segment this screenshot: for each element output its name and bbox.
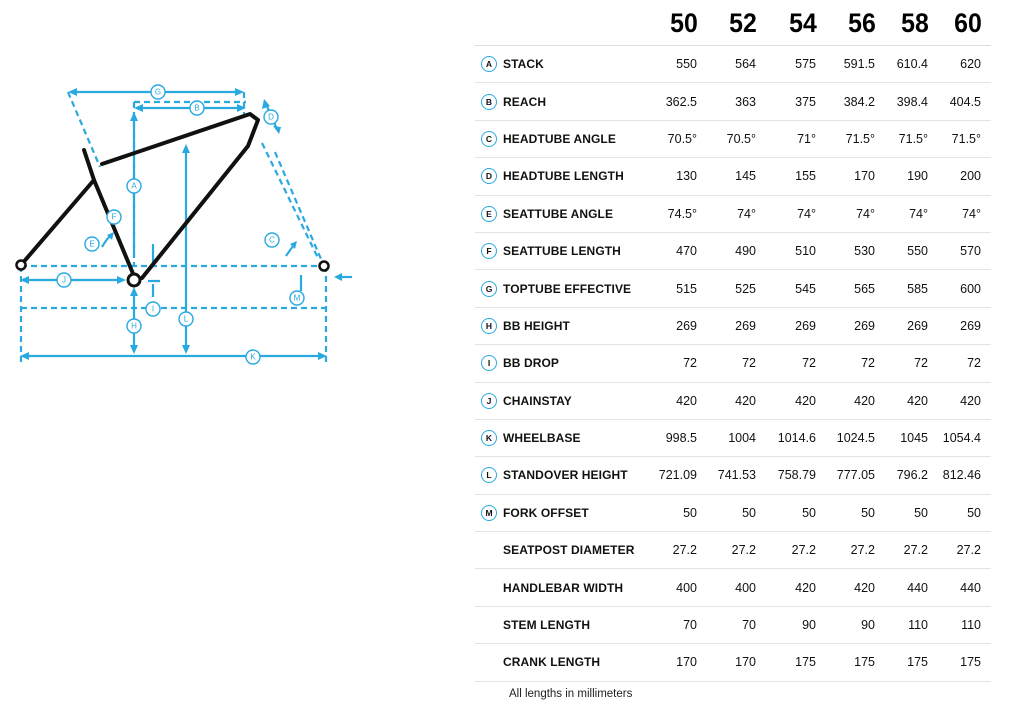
measurement-value: 550 (643, 46, 707, 83)
dimension-guides (21, 92, 326, 362)
measurement-value: 525 (707, 270, 766, 307)
table-row (475, 382, 991, 419)
measurement-label: HEADTUBE LENGTH (503, 158, 643, 195)
measurement-value: 90 (766, 606, 826, 643)
measurement-value: 110 (938, 606, 991, 643)
measurement-label: STEM LENGTH (503, 606, 643, 643)
callout-g (151, 85, 165, 99)
callout-a (127, 179, 141, 193)
measurement-value: 812.46 (938, 457, 991, 494)
table-row (475, 307, 991, 344)
table-row (475, 158, 991, 195)
svg-text:B: B (194, 103, 200, 113)
callout-i (146, 302, 160, 316)
size-header: 58 (889, 0, 938, 46)
svg-text:L: L (183, 314, 189, 324)
measurement-badge: E (481, 206, 497, 222)
measurement-value: 1014.6 (766, 419, 826, 456)
svg-text:C: C (269, 235, 275, 245)
measurement-value: 145 (707, 158, 766, 195)
measurement-value: 269 (707, 307, 766, 344)
geometry-table (475, 0, 991, 682)
badge-cell (475, 494, 503, 531)
measurement-value: 1024.5 (826, 419, 885, 456)
svg-text:E: E (89, 239, 95, 249)
measurement-label: SEATPOST DIAMETER (503, 532, 643, 569)
badge-cell (475, 569, 503, 606)
table-row (475, 232, 991, 269)
measurement-value: 384.2 (826, 83, 885, 120)
measurement-value: 420 (885, 382, 938, 419)
measurement-value: 74° (938, 195, 991, 232)
measurement-value: 155 (766, 158, 826, 195)
measurement-value: 74.5° (643, 195, 707, 232)
measurement-label: BB HEIGHT (503, 307, 643, 344)
measurement-value: 27.2 (643, 532, 707, 569)
measurement-value: 72 (766, 345, 826, 382)
svg-text:A: A (131, 181, 137, 191)
measurement-value: 71.5° (938, 120, 991, 157)
measurement-value: 777.05 (826, 457, 885, 494)
measurement-value: 50 (826, 494, 885, 531)
measurement-value: 71.5° (826, 120, 885, 157)
bottom-bracket (128, 274, 140, 286)
measurement-value: 70.5° (643, 120, 707, 157)
callout-e (85, 237, 99, 251)
geometry-table-body (475, 46, 991, 682)
header-badge-spacer (477, 0, 503, 46)
size-header: 60 (942, 0, 991, 46)
measurement-value: 110 (885, 606, 938, 643)
measurement-value: 362.5 (643, 83, 707, 120)
measurement-value: 363 (707, 83, 766, 120)
badge-cell (475, 532, 503, 569)
svg-text:K: K (250, 352, 256, 362)
measurement-value: 600 (938, 270, 991, 307)
measurement-badge: I (481, 355, 497, 371)
measurement-value: 420 (766, 382, 826, 419)
measurement-label: BB DROP (503, 345, 643, 382)
measurement-value: 170 (826, 158, 885, 195)
measurement-value: 70 (707, 606, 766, 643)
table-row (475, 494, 991, 531)
measurement-value: 72 (885, 345, 938, 382)
measurement-value: 27.2 (938, 532, 991, 569)
measurement-value: 70 (643, 606, 707, 643)
measurement-value: 72 (643, 345, 707, 382)
measurement-value: 420 (766, 569, 826, 606)
measurement-value: 70.5° (707, 120, 766, 157)
measurement-badge: M (481, 505, 497, 521)
table-row (475, 457, 991, 494)
callout-c (265, 233, 279, 247)
measurement-value: 570 (938, 232, 991, 269)
measurement-value: 72 (707, 345, 766, 382)
measurement-value: 90 (826, 606, 885, 643)
badge-cell (475, 606, 503, 643)
measurement-value: 269 (643, 307, 707, 344)
table-row (475, 569, 991, 606)
measurement-value: 1045 (885, 419, 938, 456)
measurement-value: 510 (766, 232, 826, 269)
measurement-value: 175 (826, 644, 885, 681)
measurement-value: 375 (766, 83, 826, 120)
measurement-value: 27.2 (766, 532, 826, 569)
measurement-value: 170 (707, 644, 766, 681)
measurement-label: FORK OFFSET (503, 494, 643, 531)
measurement-value: 27.2 (885, 532, 938, 569)
svg-text:D: D (268, 112, 274, 122)
measurement-badge: J (481, 393, 497, 409)
measurement-value: 420 (826, 569, 885, 606)
callout-f (107, 210, 121, 224)
callout-m (290, 291, 304, 305)
measurement-label: CRANK LENGTH (503, 644, 643, 681)
measurement-label: STANDOVER HEIGHT (503, 457, 643, 494)
svg-text:F: F (111, 212, 117, 222)
measurement-value: 72 (826, 345, 885, 382)
measurement-value: 400 (643, 569, 707, 606)
badge-cell (475, 644, 503, 681)
table-row (475, 644, 991, 681)
measurement-value: 269 (885, 307, 938, 344)
measurement-label: REACH (503, 83, 643, 120)
measurement-value: 545 (766, 270, 826, 307)
measurement-value: 420 (643, 382, 707, 419)
measurement-value: 50 (766, 494, 826, 531)
table-row (475, 345, 991, 382)
svg-text:J: J (62, 275, 66, 285)
measurement-value: 72 (938, 345, 991, 382)
measurement-value: 610.4 (885, 46, 938, 83)
measurement-value: 1004 (707, 419, 766, 456)
measurement-value: 470 (643, 232, 707, 269)
measurement-badge: D (481, 168, 497, 184)
measurement-value: 420 (938, 382, 991, 419)
measurement-value: 269 (938, 307, 991, 344)
measurement-value: 758.79 (766, 457, 826, 494)
callout-h (127, 319, 141, 333)
svg-text:I: I (151, 304, 155, 314)
measurement-label: SEATTUBE ANGLE (503, 195, 643, 232)
measurement-badge: B (481, 94, 497, 110)
measurement-badge: A (481, 56, 497, 72)
measurement-label: SEATTUBE LENGTH (503, 232, 643, 269)
table-row (475, 419, 991, 456)
measurement-value: 50 (643, 494, 707, 531)
table-row (475, 270, 991, 307)
measurement-label: HEADTUBE ANGLE (503, 120, 643, 157)
badge-cell (475, 270, 503, 307)
measurement-value: 74° (885, 195, 938, 232)
measurement-value: 175 (766, 644, 826, 681)
measurement-badge: K (481, 430, 497, 446)
table-row (475, 532, 991, 569)
table-row (475, 120, 991, 157)
size-header: 56 (831, 0, 885, 46)
badge-cell (475, 83, 503, 120)
table-row (475, 606, 991, 643)
measurement-label: HANDLEBAR WIDTH (503, 569, 643, 606)
badge-cell (475, 232, 503, 269)
measurement-value: 565 (826, 270, 885, 307)
callout-d (264, 110, 278, 124)
callout-b (190, 101, 204, 115)
measurement-value: 550 (885, 232, 938, 269)
size-header: 54 (771, 0, 826, 46)
measurement-label: STACK (503, 46, 643, 83)
measurement-value: 620 (938, 46, 991, 83)
measurement-value: 575 (766, 46, 826, 83)
badge-cell (475, 457, 503, 494)
size-header: 50 (648, 0, 707, 46)
badge-cell (475, 419, 503, 456)
bike-frame (17, 114, 329, 286)
measurement-value: 175 (885, 644, 938, 681)
measurement-badge: G (481, 281, 497, 297)
badge-cell (475, 158, 503, 195)
svg-text:H: H (131, 321, 137, 331)
svg-text:G: G (154, 87, 162, 97)
badge-cell (475, 195, 503, 232)
measurement-value: 27.2 (707, 532, 766, 569)
measurement-badge: L (481, 467, 497, 483)
measurement-value: 27.2 (826, 532, 885, 569)
measurement-value: 175 (938, 644, 991, 681)
measurement-value: 71° (766, 120, 826, 157)
measurement-badge: F (481, 243, 497, 259)
measurement-value: 269 (826, 307, 885, 344)
measurement-value: 530 (826, 232, 885, 269)
measurement-value: 515 (643, 270, 707, 307)
table-row (475, 83, 991, 120)
measurement-label: WHEELBASE (503, 419, 643, 456)
callout-k (246, 350, 260, 364)
measurement-value: 440 (885, 569, 938, 606)
measurement-value: 1054.4 (938, 419, 991, 456)
size-header: 52 (712, 0, 766, 46)
measurement-value: 50 (885, 494, 938, 531)
measurement-value: 74° (766, 195, 826, 232)
rear-axle (17, 261, 26, 270)
measurement-value: 200 (938, 158, 991, 195)
badge-cell (475, 307, 503, 344)
measurement-label: CHAINSTAY (503, 382, 643, 419)
measurement-value: 398.4 (885, 83, 938, 120)
measurement-value: 490 (707, 232, 766, 269)
measurement-value: 74° (826, 195, 885, 232)
dimension-callouts (57, 85, 304, 364)
badge-cell (475, 345, 503, 382)
measurement-value: 71.5° (885, 120, 938, 157)
frame-geometry-diagram (0, 0, 470, 706)
measurement-value: 190 (885, 158, 938, 195)
callout-l (179, 312, 193, 326)
size-header-row (475, 0, 991, 46)
units-footnote: All lengths in millimeters (509, 688, 633, 700)
measurement-value: 741.53 (707, 457, 766, 494)
measurement-value: 400 (707, 569, 766, 606)
header-label-spacer (514, 0, 643, 46)
front-axle (320, 262, 329, 271)
measurement-value: 591.5 (826, 46, 885, 83)
measurement-value: 50 (938, 494, 991, 531)
measurement-value: 796.2 (885, 457, 938, 494)
measurement-value: 440 (938, 569, 991, 606)
measurement-label: TOPTUBE EFFECTIVE (503, 270, 643, 307)
badge-cell (475, 120, 503, 157)
table-row (475, 46, 991, 83)
measurement-badge: H (481, 318, 497, 334)
measurement-value: 585 (885, 270, 938, 307)
measurement-value: 130 (643, 158, 707, 195)
measurement-badge: C (481, 131, 497, 147)
measurement-value: 74° (707, 195, 766, 232)
badge-cell (475, 46, 503, 83)
measurement-value: 420 (826, 382, 885, 419)
measurement-value: 170 (643, 644, 707, 681)
svg-text:M: M (293, 293, 301, 303)
measurement-value: 50 (707, 494, 766, 531)
table-row (475, 195, 991, 232)
badge-cell (475, 382, 503, 419)
measurement-value: 420 (707, 382, 766, 419)
measurement-value: 269 (766, 307, 826, 344)
measurement-value: 998.5 (643, 419, 707, 456)
measurement-value: 404.5 (938, 83, 991, 120)
measurement-value: 564 (707, 46, 766, 83)
measurement-value: 721.09 (643, 457, 707, 494)
callout-j (57, 273, 71, 287)
